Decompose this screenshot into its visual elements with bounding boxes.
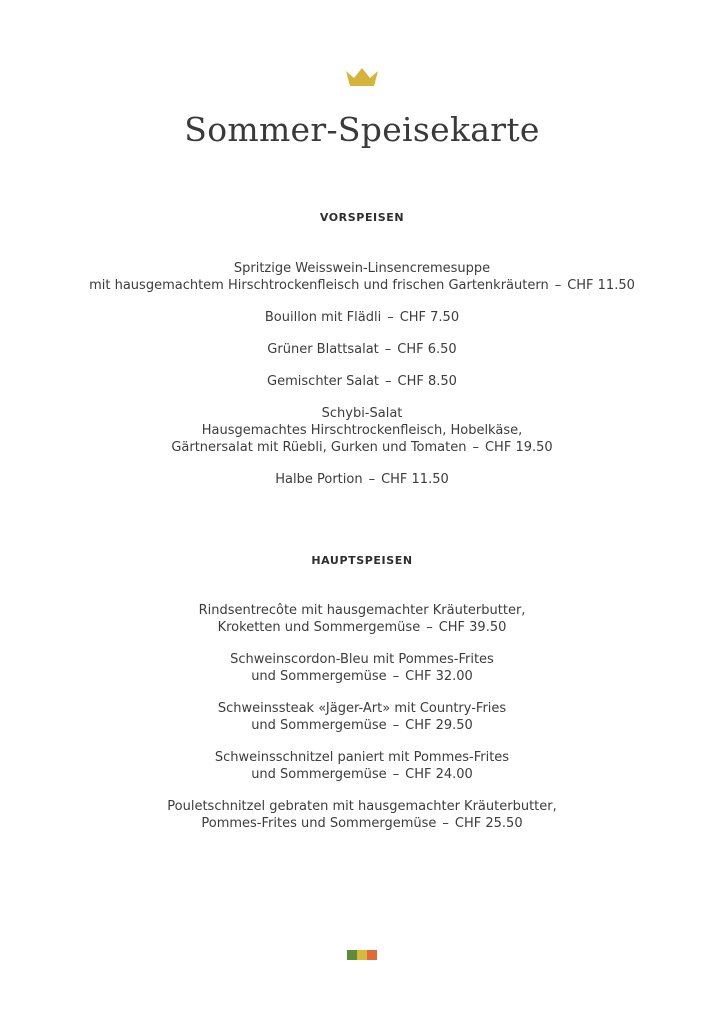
- crown-icon: [345, 66, 379, 88]
- price-separator: –: [442, 816, 449, 831]
- menu-item: [0, 309, 724, 326]
- menu-item: [0, 602, 724, 636]
- menu-item-price: CHF 7.50: [399, 310, 460, 325]
- tricolor-flag-icon: [347, 950, 377, 960]
- section-heading-hauptspeisen: HAUPTSPEISEN: [311, 554, 413, 567]
- menu-item: [0, 471, 724, 488]
- price-separator: –: [392, 767, 400, 782]
- flag-stripe-orange: [367, 950, 377, 960]
- price-separator: –: [554, 278, 562, 293]
- menu-item-line: Schweinsschnitzel paniert mit Pommes-Frites: [214, 750, 510, 765]
- menu-item-line: Schweinscordon-Bleu mit Pommes-Frites: [230, 652, 494, 667]
- flag-stripe-green: [347, 950, 357, 960]
- menu-item-price: CHF 32.00: [405, 669, 473, 684]
- menu-item-line: Schybi-Salat: [321, 406, 403, 421]
- menu-item: [0, 405, 724, 456]
- price-separator: –: [384, 342, 392, 357]
- menu-item: [0, 749, 724, 783]
- menu-item: [0, 260, 724, 294]
- price-separator: –: [426, 620, 433, 635]
- menu-item-price: CHF 19.50: [484, 440, 553, 455]
- hauptspeisen-list: [0, 602, 724, 847]
- menu-item-line: Rindsentrecôte mit hausgemachter Kräuterbutter,: [198, 603, 526, 618]
- menu-item-line: Spritzige Weisswein-Linsencremesuppe: [233, 261, 491, 276]
- menu-item: [0, 798, 724, 832]
- price-separator: –: [392, 718, 400, 733]
- price-separator: –: [472, 440, 479, 455]
- menu-item-line: Gemischter Salat – CHF 8.50: [267, 374, 457, 389]
- menu-item-price: CHF 6.50: [397, 342, 457, 357]
- menu-item-line: Gärtnersalat mit Rüebli, Gurken und Tomaten – CHF 19.50: [171, 440, 553, 455]
- menu-item-price: CHF 25.50: [454, 816, 523, 831]
- menu-item-line: und Sommergemüse – CHF 32.00: [251, 669, 473, 684]
- menu-item: [0, 700, 724, 734]
- menu-item-line: Pommes-Frites und Sommergemüse – CHF 25.50: [201, 816, 523, 831]
- menu-item-price: CHF 24.00: [405, 767, 473, 782]
- page-title: Sommer-Speisekarte: [184, 110, 540, 149]
- menu-item-line: Kroketten und Sommergemüse – CHF 39.50: [217, 620, 507, 635]
- price-separator: –: [387, 310, 394, 325]
- flag-stripe-yellow: [357, 950, 367, 960]
- price-separator: –: [385, 374, 392, 389]
- menu-item-line: und Sommergemüse – CHF 24.00: [251, 767, 473, 782]
- menu-item-line: Pouletschnitzel gebraten mit hausgemachter Kräuterbutter,: [167, 799, 557, 814]
- menu-item-line: Halbe Portion – CHF 11.50: [275, 472, 449, 487]
- vorspeisen-list: [0, 260, 724, 503]
- menu-item-price: CHF 11.50: [567, 278, 635, 293]
- menu-item-line: Grüner Blattsalat – CHF 6.50: [267, 342, 457, 357]
- menu-item-line: und Sommergemüse – CHF 29.50: [251, 718, 473, 733]
- menu-item: [0, 651, 724, 685]
- menu-item-price: CHF 11.50: [381, 472, 449, 487]
- menu-item-price: CHF 29.50: [405, 718, 473, 733]
- menu-item-line: Schweinssteak «Jäger-Art» mit Country-Fries: [217, 701, 507, 716]
- menu-item: [0, 341, 724, 358]
- price-separator: –: [368, 472, 376, 487]
- menu-item-price: CHF 8.50: [397, 374, 457, 389]
- section-heading-vorspeisen: VORSPEISEN: [319, 211, 405, 224]
- price-separator: –: [392, 669, 400, 684]
- menu-item: [0, 373, 724, 390]
- menu-item-line: mit hausgemachtem Hirschtrockenfleisch und frischen Gartenkräutern – CHF 11.50: [89, 278, 635, 293]
- menu-item-line: Hausgemachtes Hirschtrockenfleisch, Hobelkäse,: [201, 423, 523, 438]
- menu-item-line: Bouillon mit Flädli – CHF 7.50: [264, 310, 460, 325]
- menu-item-price: CHF 39.50: [438, 620, 507, 635]
